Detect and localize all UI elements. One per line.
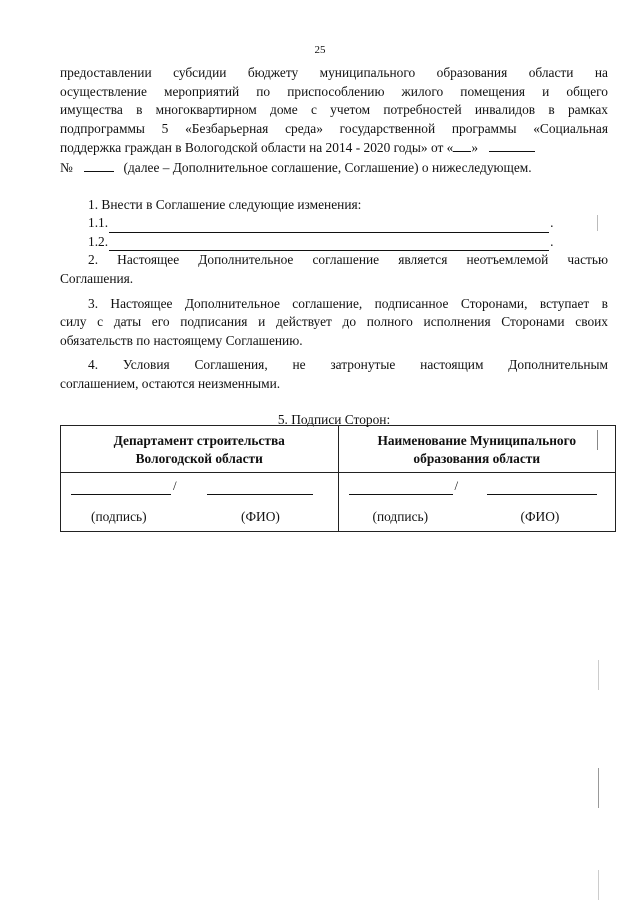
scan-artifact-4 bbox=[598, 768, 599, 808]
left-party-name-line-2: Вологодской области bbox=[135, 451, 263, 466]
left-fio-caption: (ФИО) bbox=[241, 509, 280, 524]
clause-3-line-1: 3. Настоящее Дополнительное соглашение, подписанное Сторонами, вступает в bbox=[88, 295, 608, 311]
right-fio-line bbox=[487, 494, 597, 495]
day-blank bbox=[453, 138, 471, 152]
intro-line-3: имущества в многоквартирном доме с учетом потребностей инвалидов в рамках bbox=[60, 102, 608, 118]
signatures-title: 5. Подписи Сторон: bbox=[277, 411, 391, 427]
right-sign-caption: (подпись) bbox=[372, 509, 429, 524]
clause-1-item-2-number: 1.2. bbox=[88, 233, 109, 249]
right-slash: / bbox=[454, 478, 459, 493]
left-signature-cell bbox=[61, 473, 339, 532]
clause-3-line-2: силу с даты его подписания и действует до полного исполнения Сторонами своих bbox=[60, 314, 608, 330]
month-blank bbox=[489, 138, 535, 152]
number-blank bbox=[84, 158, 114, 172]
clause-1-item-1-line bbox=[109, 219, 549, 233]
clause-1-item-1-number: 1.1. bbox=[88, 215, 109, 231]
intro-line-2: осуществление мероприятий по приспособлению жилого помещения и общего bbox=[60, 83, 608, 99]
left-signature-line bbox=[71, 494, 171, 495]
right-signature-line bbox=[349, 494, 453, 495]
signatures-table bbox=[60, 425, 616, 532]
clause-1: 1. Внести в Соглашение следующие изменения: bbox=[88, 196, 362, 212]
left-party-name-line-1: Департамент строительства bbox=[113, 433, 285, 448]
left-fio-line bbox=[207, 494, 313, 495]
clause-1-item-2 bbox=[60, 233, 608, 252]
scan-artifact-2 bbox=[597, 430, 598, 450]
clause-1-item-1 bbox=[60, 214, 608, 233]
right-signature-cell bbox=[338, 473, 616, 532]
right-party-name-line-1: Наименование Муниципального bbox=[377, 433, 577, 448]
clause-1-item-2-line bbox=[109, 237, 549, 251]
intro-line-4: подпрограммы 5 «Безбарьерная среда» государственной программы «Социальная bbox=[60, 120, 608, 136]
clause-2-line-2: Соглашения. bbox=[60, 270, 134, 286]
intro-line-5-text: поддержка граждан в Вологодской области на 2014 - 2020 годы» от « bbox=[60, 140, 454, 156]
intro-line-6-text: (далее – Дополнительное соглашение, Соглашение) о нижеследующем. bbox=[123, 159, 532, 175]
scan-artifact-5 bbox=[598, 870, 599, 900]
right-fio-caption: (ФИО) bbox=[520, 509, 560, 524]
clause-2-line-1: 2. Настоящее Дополнительное соглашение является неотъемлемой частью bbox=[88, 252, 608, 268]
intro-line-5 bbox=[60, 138, 608, 158]
left-party-name bbox=[61, 426, 339, 473]
intro-line-6 bbox=[60, 158, 608, 178]
left-slash: / bbox=[173, 478, 177, 493]
scan-artifact-3 bbox=[598, 660, 599, 690]
intro-quote-close: » bbox=[471, 140, 479, 156]
scan-artifact-1 bbox=[597, 215, 598, 231]
clause-1-item-1-dot: . bbox=[550, 215, 554, 231]
clause-4-line-2: соглашением, остаются неизменными. bbox=[60, 375, 281, 391]
intro-line-1: предоставлении субсидии бюджету муниципального образования области на bbox=[60, 65, 608, 80]
left-sign-caption: (подпись) bbox=[91, 509, 147, 524]
number-sign: № bbox=[60, 159, 73, 175]
document-body bbox=[60, 64, 608, 429]
page-number: 25 bbox=[314, 44, 326, 56]
clause-3-line-3: обязательств по настоящему Соглашению. bbox=[60, 332, 303, 348]
clause-1-item-2-dot: . bbox=[550, 233, 554, 249]
right-party-name-line-2: образования области bbox=[413, 451, 541, 466]
right-party-name bbox=[338, 426, 616, 473]
clause-4-line-1: 4. Условия Соглашения, не затронутые настоящим Дополнительным bbox=[88, 357, 608, 373]
